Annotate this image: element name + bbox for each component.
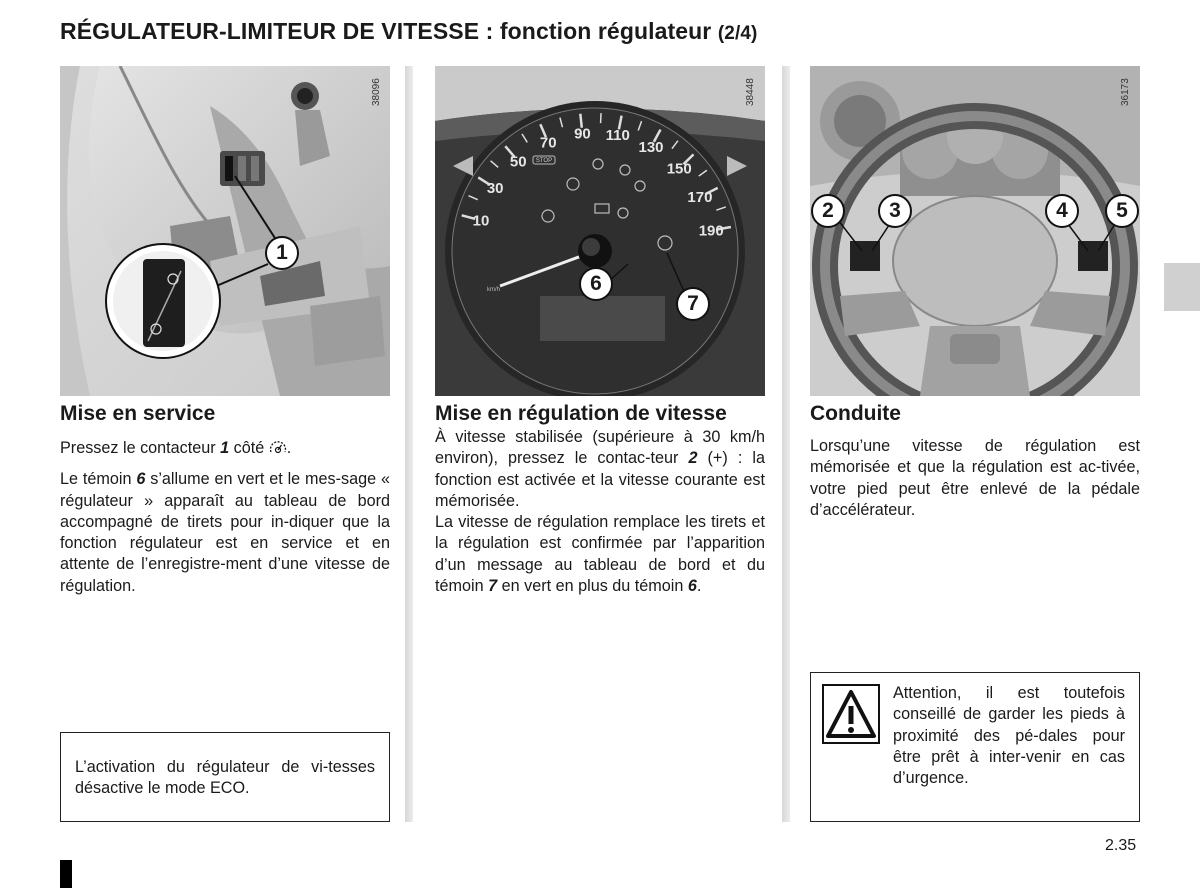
speedometer-scale-label: 30 bbox=[486, 180, 504, 198]
reference-number: 2 bbox=[688, 449, 698, 468]
section-body-speed-regulation bbox=[435, 427, 765, 597]
figure-switch bbox=[60, 66, 390, 396]
speedometer-scale-label: 70 bbox=[539, 134, 557, 152]
text-span: en vert en plus du témoin bbox=[497, 577, 688, 596]
callout-switch-5: 5 bbox=[1105, 194, 1139, 228]
text-span: . bbox=[286, 439, 292, 457]
text-span: Pressez le contacteur bbox=[60, 439, 221, 457]
cruise-control-icon bbox=[269, 439, 287, 456]
paragraph bbox=[60, 469, 390, 597]
reference-number: 6 bbox=[687, 577, 697, 596]
text-span: À vitesse stabilisée (supérieure à 30 km/h environ), pressez le contac-teur bbox=[435, 428, 765, 468]
figure-steering-wheel bbox=[810, 66, 1140, 396]
steering-wheel-illustration bbox=[810, 66, 1140, 396]
figure-reference-number: 38448 bbox=[745, 78, 756, 106]
callout-switch-2: 2 bbox=[811, 194, 845, 228]
reference-number: 7 bbox=[488, 577, 498, 596]
figure-reference-number: 36173 bbox=[1120, 78, 1131, 106]
speedometer-scale-label: 170 bbox=[687, 189, 713, 207]
paragraph bbox=[435, 427, 765, 512]
speedometer-scale-label: 110 bbox=[605, 127, 630, 145]
speedometer-illustration bbox=[435, 66, 765, 396]
paragraph bbox=[435, 512, 765, 597]
figure-speedometer bbox=[435, 66, 765, 396]
figure-reference-number: 38096 bbox=[371, 78, 382, 106]
warning-text: Attention, il est toutefois conseillé de garder les pieds à proximité des pé-dales pour être prêt à inter-venir en cas d’urgence. bbox=[893, 684, 1125, 788]
speedometer-scale-label: 130 bbox=[638, 139, 664, 157]
page-title bbox=[60, 18, 757, 45]
callout-switch-3: 3 bbox=[878, 194, 912, 228]
title-text: RÉGULATEUR-LIMITEUR DE VITESSE : fonction régulateur bbox=[60, 18, 712, 44]
paragraph bbox=[60, 438, 390, 459]
text-span: Le témoin bbox=[60, 470, 137, 489]
speedometer-scale-label: 190 bbox=[698, 222, 724, 240]
stop-warning-label: STOP bbox=[535, 158, 553, 164]
callout-switch-4: 4 bbox=[1045, 194, 1079, 228]
text-span: . bbox=[696, 577, 702, 596]
text-span: côté bbox=[229, 439, 269, 457]
speedometer-scale-label: 90 bbox=[574, 125, 591, 143]
section-tab-marker bbox=[1164, 263, 1200, 311]
page-edge-mark bbox=[60, 860, 72, 888]
page-number: 2.35 bbox=[1105, 837, 1137, 854]
speedometer-scale-label: 10 bbox=[472, 212, 490, 230]
reference-number: 6 bbox=[136, 470, 146, 489]
note-text: L’activation du régulateur de vi-tesses désactive le mode ECO. bbox=[75, 758, 375, 798]
callout-indicator-7: 7 bbox=[676, 287, 710, 321]
reference-number: 1 bbox=[220, 439, 230, 457]
section-body-activation bbox=[60, 438, 390, 607]
section-heading-activation: Mise en service bbox=[60, 402, 216, 425]
title-page-indicator: (2/4) bbox=[717, 23, 758, 44]
text-span: (+) : la fonction est activée et la vitesse courante est mémorisée. bbox=[435, 449, 765, 510]
switch-illustration bbox=[60, 66, 390, 396]
text-span: s’allume en vert et le mes-sage « régulateur » apparaît au tableau de bord accompagné de tirets pour in-diquer que la fonction régulateur est en service et en attente de l’enregistre-ment d’une vitesse de régulation. bbox=[60, 470, 390, 595]
section-body-driving: Lorsqu’une vitesse de régulation est mémorisée et que la régulation est ac-tivée, votre pied peut être enlevé de la pédale d’accélérateur. bbox=[810, 437, 1140, 519]
section-heading-driving: Conduite bbox=[810, 402, 901, 425]
text-span: La vitesse de régulation remplace les tirets et la régulation est confirmée par l’apparition d’un message au tableau de bord et du témoin bbox=[435, 513, 765, 596]
warning-icon bbox=[822, 684, 880, 744]
column-separator bbox=[405, 66, 413, 822]
section-heading-speed-regulation: Mise en régulation de vitesse bbox=[435, 402, 727, 425]
callout-indicator-6: 6 bbox=[579, 267, 613, 301]
column-separator bbox=[782, 66, 790, 822]
callout-switch-1: 1 bbox=[265, 236, 299, 270]
speed-unit-label: km/h bbox=[487, 287, 501, 293]
speedometer-scale-label: 150 bbox=[666, 160, 692, 178]
speedometer-scale-label: 50 bbox=[509, 153, 527, 171]
